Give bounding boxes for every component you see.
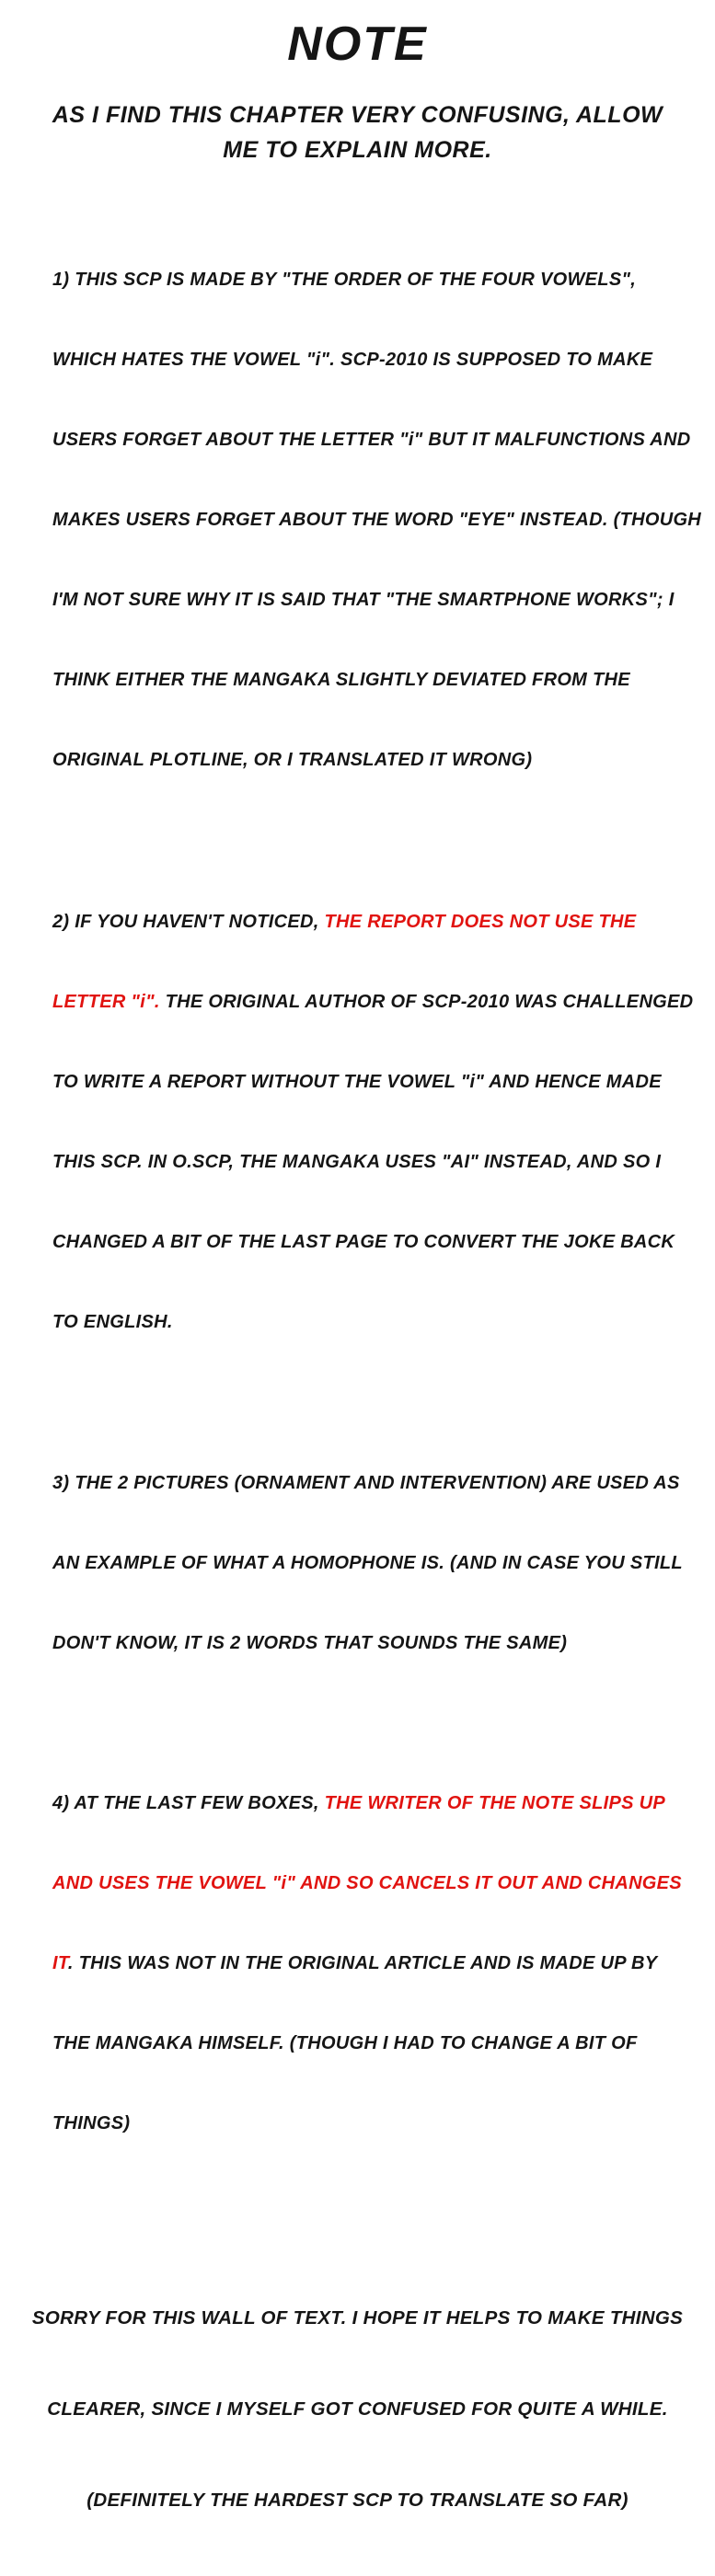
paragraph-point-4 xyxy=(0,1737,715,2191)
text-line xyxy=(52,747,687,774)
paragraph-point-1 xyxy=(0,213,715,827)
footer-note xyxy=(0,2242,715,2576)
text-segment: I'M NOT SURE WHY IT IS SAID THAT "THE SMARTPHONE WORKS"; I xyxy=(52,590,675,610)
subtitle xyxy=(0,98,715,167)
text-line xyxy=(52,2030,687,2057)
text-segment: WHICH HATES THE VOWEL "i". SCP-2010 IS SUPPOSED TO MAKE xyxy=(52,350,653,370)
text-segment: THE MANGAKA HIMSELF. (THOUGH I HAD TO CHANGE A BIT OF xyxy=(52,2033,638,2053)
text-line xyxy=(52,1309,687,1336)
text-line xyxy=(52,667,687,694)
text-segment: ORIGINAL PLOTLINE, OR I TRANSLATED IT WRONG) xyxy=(52,750,533,770)
text-segment: USERS FORGET ABOUT THE LETTER "i" BUT IT MALFUNCTIONS AND xyxy=(52,430,691,450)
text-segment: TO ENGLISH. xyxy=(52,1312,173,1332)
subtitle-line-1: AS I FIND THIS CHAPTER VERY CONFUSING, ALLOW xyxy=(52,102,663,128)
text-segment: DON'T KNOW, IT IS 2 WORDS THAT SOUNDS THE SAME) xyxy=(52,1633,568,1653)
footer-line-1: SORRY FOR THIS WALL OF TEXT. I HOPE IT HELPS TO MAKE THINGS xyxy=(31,2307,684,2329)
text-segment: THIS SCP. IN O.SCP, THE MANGAKA USES "AI" INSTEAD, AND SO I xyxy=(52,1152,662,1172)
text-segment: TO WRITE A REPORT WITHOUT THE VOWEL "i" AND HENCE MADE xyxy=(52,1072,662,1092)
text-line xyxy=(52,1790,687,1817)
text-segment: 4) AT THE LAST FEW BOXES, xyxy=(52,1793,325,1813)
text-segment: THINGS) xyxy=(52,2113,131,2133)
text-line xyxy=(52,909,687,936)
text-line xyxy=(52,347,687,374)
text-line xyxy=(52,1149,687,1176)
text-segment: . THIS WAS NOT IN THE ORIGINAL ARTICLE AND IS MADE UP BY xyxy=(67,1953,658,1973)
text-line xyxy=(52,507,702,534)
text-segment: CHANGED A BIT OF THE LAST PAGE TO CONVERT THE JOKE BACK xyxy=(52,1232,675,1252)
text-segment: 1) THIS SCP IS MADE BY "THE ORDER OF THE FOUR VOWELS", xyxy=(52,270,637,290)
highlighted-text-segment: AND USES THE VOWEL "i" AND SO CANCELS IT OUT AND CHANGES xyxy=(52,1873,682,1893)
text-segment: THINK EITHER THE MANGAKA SLIGHTLY DEVIATED FROM THE xyxy=(52,670,630,690)
highlighted-text-segment: LETTER "i". xyxy=(52,992,160,1012)
text-line xyxy=(52,1069,687,1096)
highlighted-text-segment: THE WRITER OF THE NOTE SLIPS UP xyxy=(324,1793,666,1813)
footer-line-3: (DEFINITELY THE HARDEST SCP TO TRANSLATE SO FAR) xyxy=(86,2490,629,2511)
footer-line-2: CLEARER, SINCE I MYSELF GOT CONFUSED FOR QUITE A WHILE. xyxy=(47,2398,668,2420)
text-line xyxy=(52,587,687,614)
text-line xyxy=(52,267,687,293)
text-line xyxy=(52,427,691,454)
paragraph-point-3 xyxy=(0,1417,715,1710)
text-line xyxy=(52,1630,687,1657)
text-segment: MAKES USERS FORGET ABOUT THE WORD "EYE" INSTEAD. (THOUGH xyxy=(52,510,702,530)
subtitle-line-2: ME TO EXPLAIN MORE. xyxy=(223,137,492,163)
text-line xyxy=(52,2110,687,2137)
text-line xyxy=(52,1229,687,1256)
text-segment: THE ORIGINAL AUTHOR OF SCP-2010 WAS CHALLENGED xyxy=(159,992,694,1012)
text-segment: AN EXAMPLE OF WHAT A HOMOPHONE IS. (AND IN CASE YOU STILL xyxy=(52,1553,683,1573)
text-segment: 3) THE 2 PICTURES (ORNAMENT AND INTERVENTION) ARE USED AS xyxy=(52,1473,680,1493)
text-line xyxy=(52,1550,687,1577)
text-line xyxy=(52,1870,687,1897)
page-title: NOTE xyxy=(287,17,428,71)
text-line xyxy=(52,1950,687,1977)
paragraph-point-2 xyxy=(0,856,715,1389)
text-segment: 2) IF YOU HAVEN'T NOTICED, xyxy=(52,912,325,932)
text-line xyxy=(52,989,694,1016)
highlighted-text-segment: THE REPORT DOES NOT USE THE xyxy=(324,912,637,932)
text-line xyxy=(52,1470,687,1497)
highlighted-text-segment: IT xyxy=(52,1953,68,1973)
